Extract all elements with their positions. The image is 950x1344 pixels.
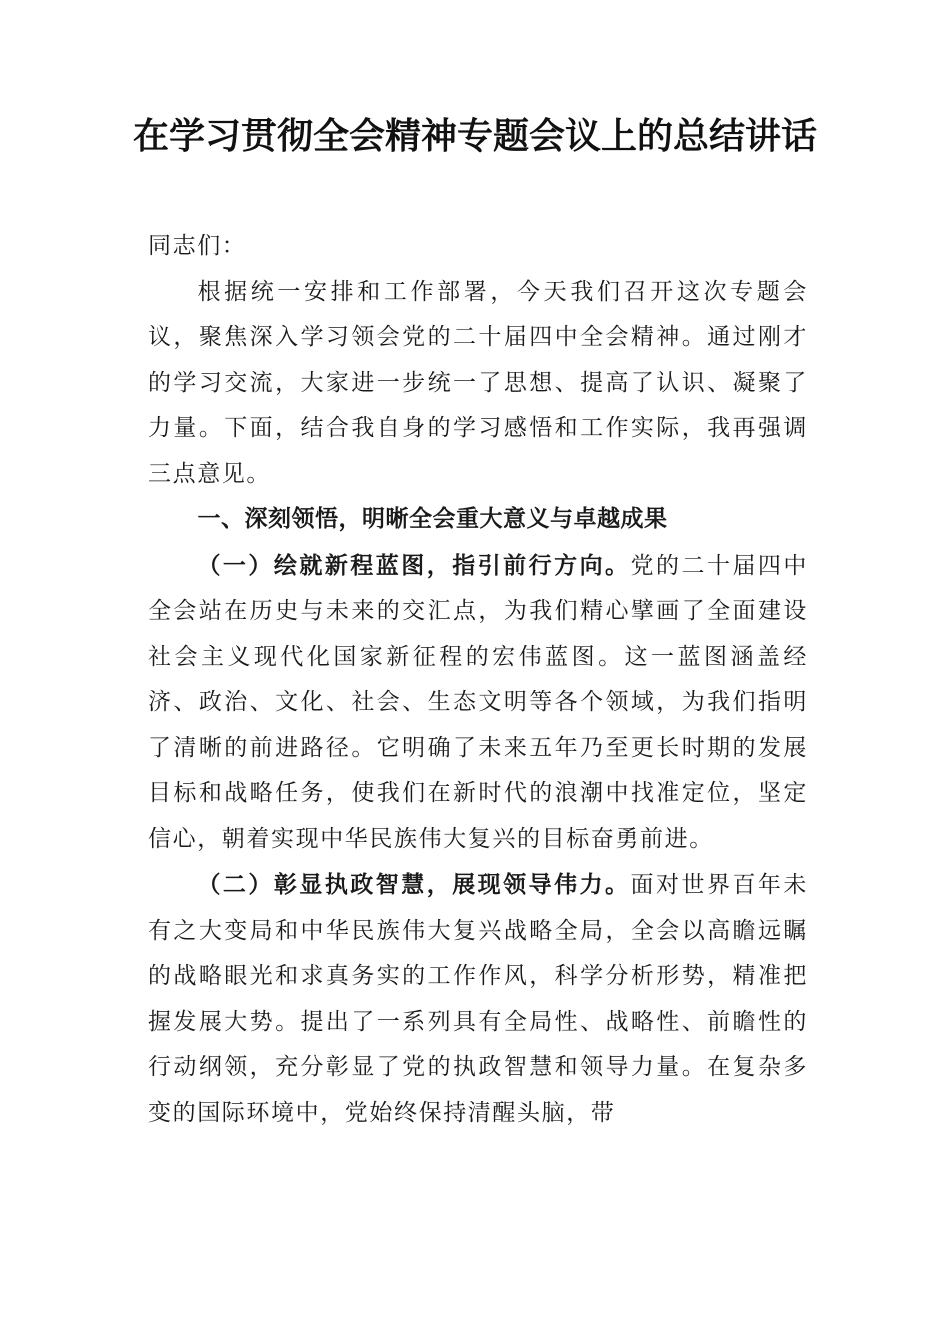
item-text: 面对世界百年未有之大变局和中华民族伟大复兴战略全局，全会以高瞻远瞩的战略眼光和求真务实的工作作风，科学分析形势，精准把握发展大势。提出了一系列具有全局性、战略性、前瞻性的行动纲领，充分彰显了党的执政智慧和领导力量。在复杂多变的国际环境中，党始终保持清醒头脑，带 [148, 872, 809, 1126]
item-lead: （二）彰显执政智慧，展现领导伟力。 [197, 871, 631, 898]
paragraph-item-2 [148, 862, 808, 1136]
document-title: 在学习贯彻全会精神专题会议上的总结讲话 [132, 116, 817, 157]
intro-paragraph: 根据统一安排和工作部署，今天我们召开这次专题会议，聚焦深入学习领会党的二十届四中全会精神。通过刚才的学习交流，大家进一步统一了思想、提高了认识、凝聚了力量。下面，结合我自身的学习感悟和工作实际，我再强调三点意见。 [148, 278, 808, 487]
paragraph-item-1 [148, 543, 808, 863]
section-heading: 一、深刻领悟，明晰全会重大意义与卓越成果 [197, 506, 668, 532]
salutation: 同志们： [148, 233, 247, 259]
document-body [148, 224, 808, 1136]
item-text: 党的二十届四中全会站在历史与未来的交汇点，为我们精心擘画了全面建设社会主义现代化国家新征程的宏伟蓝图。这一蓝图涵盖经济、政治、文化、社会、生态文明等各个领域，为我们指明了清晰的前进路径。它明确了未来五年乃至更长时期的发展目标和战略任务，使我们在新时代的浪潮中找准定位，坚定信心，朝着实现中华民族伟大复兴的目标奋勇前进。 [148, 552, 809, 852]
item-lead: （一）绘就新程蓝图，指引前行方向。 [197, 551, 631, 579]
